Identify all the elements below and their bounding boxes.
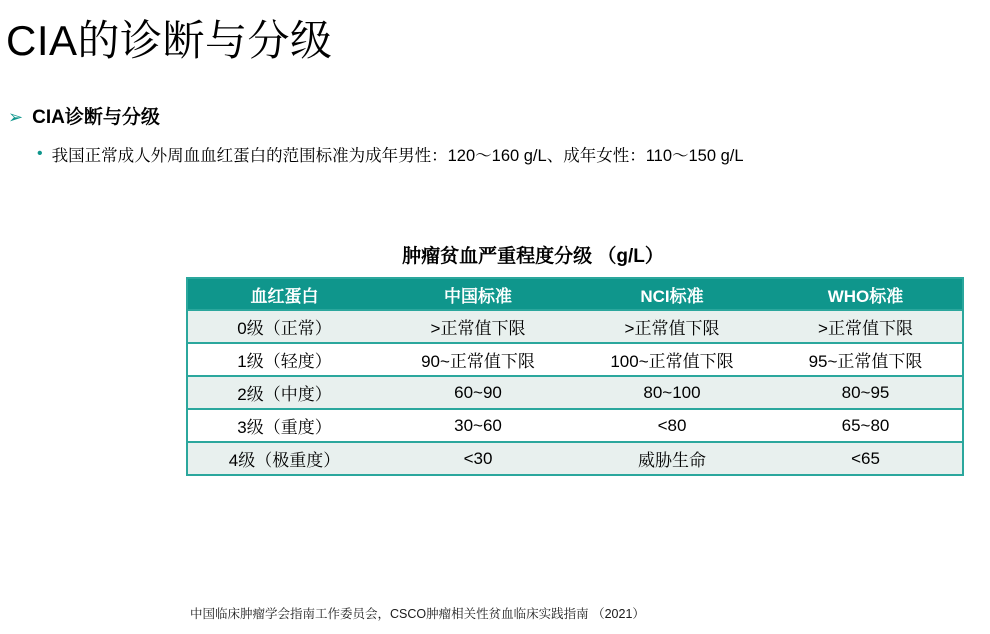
col-header-hemoglobin: 血红蛋白 [187, 278, 381, 310]
cell-who-value: 80~95 [841, 382, 890, 402]
table-row-grade2 [187, 376, 963, 409]
bullet-level1 [8, 102, 160, 129]
page-title: CIA的诊断与分级 [6, 17, 333, 64]
table-row-grade4 [187, 442, 963, 475]
table-row-grade1 [187, 343, 963, 376]
cell-china-value: 30~60 [454, 415, 502, 435]
cell-china-value: 90~正常值下限 [421, 352, 535, 371]
table-header-row [187, 278, 963, 310]
cell-who-value: <65 [851, 448, 880, 468]
col-header-nci-standard: NCI标准 [575, 278, 769, 310]
arrow-bullet-icon: ➢ [8, 106, 24, 127]
cell-nci-value: <80 [657, 415, 687, 435]
cell-china-value: <30 [463, 448, 493, 468]
cell-grade-label: 3级（重度） [237, 418, 332, 437]
cell-nci-value: 80~100 [643, 382, 701, 402]
col-header-who-standard: WHO标准 [769, 278, 963, 310]
cell-who-value: 95~正常值下限 [808, 352, 923, 371]
table-row-grade0 [187, 310, 963, 343]
anemia-grading-table [186, 277, 964, 476]
cell-china-value: 60~90 [454, 382, 502, 402]
cell-grade-label: 4级（极重度） [228, 451, 341, 470]
dot-bullet-icon: • [37, 145, 43, 162]
cell-grade-label: 1级（轻度） [237, 352, 332, 371]
table-row-grade3 [187, 409, 963, 442]
bullet-level1-text: CIA诊断与分级 [32, 107, 160, 128]
table-title: 肿瘤贫血严重程度分级 （g/L） [402, 246, 664, 267]
cell-china-value: >正常值下限 [430, 319, 526, 338]
cell-who-value: 65~80 [841, 415, 890, 435]
cell-grade-label: 0级（正常） [237, 319, 332, 338]
cell-grade-label: 2级（中度） [237, 385, 332, 404]
cell-nci-value: 100~正常值下限 [610, 352, 734, 371]
cell-nci-value: >正常值下限 [624, 319, 720, 338]
bullet-level2 [37, 142, 744, 166]
source-citation: 中国临床肿瘤学会指南工作委员会，CSCO肿瘤相关性贫血临床实践指南 （2021） [190, 607, 645, 621]
bullet-level2-text: 我国正常成人外周血血红蛋白的范围标准为成年男性：120～160 g/L、成年女性：110～150 g/L [51, 147, 744, 165]
col-header-china-standard: 中国标准 [381, 278, 575, 310]
cell-nci-value: 威胁生命 [638, 451, 706, 470]
cell-who-value: >正常值下限 [818, 319, 913, 338]
